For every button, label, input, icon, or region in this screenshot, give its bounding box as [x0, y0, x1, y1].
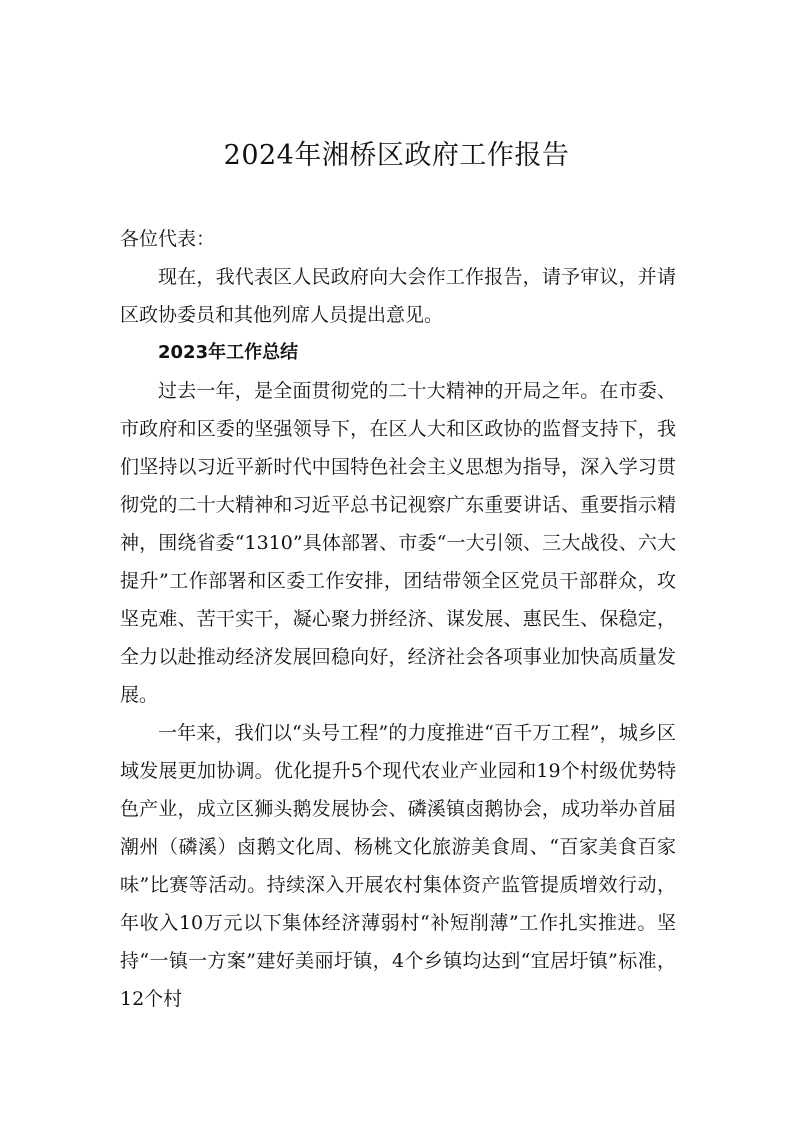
summary-paragraph: 过去一年，是全面贯彻党的二十大精神的开局之年。在市委、市政府和区委的坚强领导下，在区人大和区政协的监督支持下，我们坚持以习近平新时代中国特色社会主义思想为指导，深入学习贯彻党的二十大精神和习近平总书记视察广东重要讲话、重要指示精神，围绕省委“1310”具体部署、市委“一大引领、三大战役、六大提升”工作部署和区委工作安排，团结带领全区党员干部群众，攻坚克难、苦干实干，凝心聚力拼经济、谋发展、惠民生、保稳定，全力以赴推动经济发展回稳向好，经济社会各项事业加快高质量发展。 — [120, 380, 676, 706]
document-body — [120, 220, 676, 1018]
salutation: 各位代表： — [120, 228, 216, 250]
rural-development-paragraph: 一年来，我们以“头号工程”的力度推进“百千万工程”，城乡区域发展更加协调。优化提升5个现代农业产业园和19个村级优势特色产业，成立区狮头鹅发展协会、磷溪镇卤鹅协会，成功举办首届潮州（磷溪）卤鹅文化周、杨桃文化旅游美食周、“百家美食百家味”比赛等活动。持续深入开展农村集体资产监管提质增效行动，年收入10万元以下集体经济薄弱村“补短削薄”工作扎实推进。坚持“一镇一方案”建好美丽圩镇，4个乡镇均达到“宜居圩镇”标准，12个村 — [120, 722, 676, 1010]
section-heading: 2023年工作总结 — [158, 342, 299, 363]
intro-paragraph: 现在，我代表区人民政府向大会作工作报告，请予审议，并请区政协委员和其他列席人员提出意见。 — [120, 266, 676, 326]
document-title: 2024年湘桥区政府工作报告 — [223, 140, 570, 171]
